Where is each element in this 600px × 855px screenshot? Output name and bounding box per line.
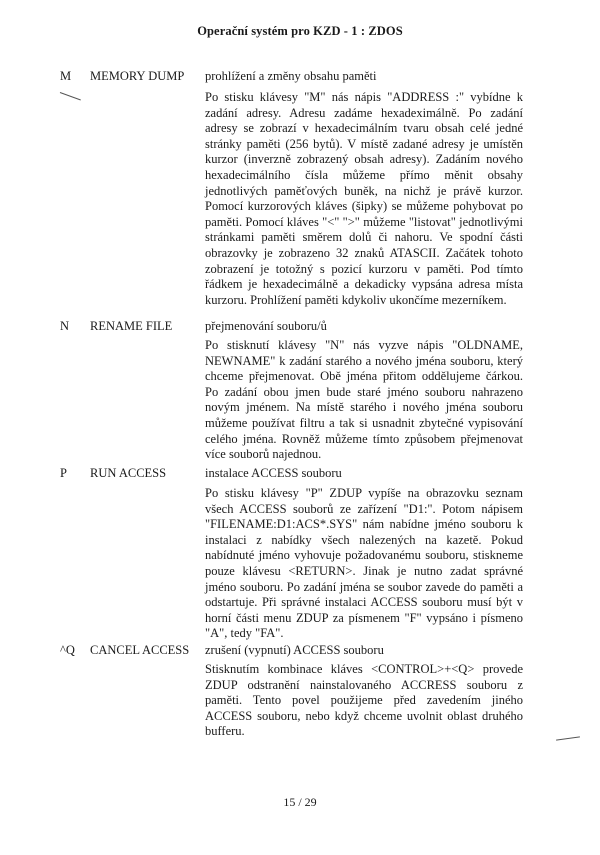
command-description: Po stisku klávesy "P" ZDUP vypíše na obrazovku seznam všech ACCESS souborů ze zařízení "D1:". Potom nápisem "FILENAME:D1:ACS*.SYS" nám nabídne jméno souboru k instalaci z nabídky všech nalezených na kazetě. Pokud nabídnuté jméno vyhovuje požadovanému souboru, stiskneme pouze klávesu <RETURN>. Jinak je nutno zadat správné jméno souboru. Po zadání jména se soubor zavede do paměti a odstartuje. Při správné instalaci ACCESS souboru musí být v horní části menu ZDUP za písmenem "F" vypsáno i písmeno "A", tedy "FA". — [205, 486, 523, 641]
pen-mark — [60, 92, 81, 100]
command-summary: zrušení (vypnutí) ACCESS souboru — [205, 643, 384, 657]
command-name: CANCEL ACCESS — [90, 643, 190, 657]
command-name: RUN ACCESS — [90, 466, 167, 480]
pen-mark — [556, 736, 580, 740]
command-summary: prohlížení a změny obsahu paměti — [205, 69, 377, 83]
command-description: Stisknutím kombinace kláves <CONTROL>+<Q> provede ZDUP odstranění nainstalovaného ACCRESS souboru z paměti. Tento povel použijeme před zavedením jiného ACCESS souboru, nebo když chceme uvolnit oblast druhého bufferu. — [205, 662, 523, 739]
command-key: M — [60, 69, 72, 83]
command-summary: přejmenování souboru/ů — [205, 319, 327, 333]
command-key: N — [60, 319, 70, 333]
command-key: ^Q — [60, 643, 75, 657]
command-name: RENAME FILE — [90, 319, 173, 333]
command-key: P — [60, 466, 67, 480]
page-title: Operační systém pro KZD - 1 : ZDOS — [197, 24, 403, 38]
page-number: 15 / 29 — [283, 795, 317, 809]
command-summary: instalace ACCESS souboru — [205, 466, 342, 480]
command-name: MEMORY DUMP — [90, 69, 185, 83]
command-description: Po stisknutí klávesy "N" nás vyzve nápis "OLDNAME, NEWNAME" k zadání starého a nového jména souboru, který chceme přejmenovat. Obě jména přitom oddělujeme čárkou. Po zadání obou jmen bude staré jméno souboru nahrazeno novým jménem. Na místě starého i nového jména souboru můžeme používat filtru a tak si usnadnit zbytečné vypisování celého jména. Rovněž můžeme tímto způsobem přejmenovat více souborů najednou. — [205, 338, 523, 462]
command-description: Po stisku klávesy "M" nás nápis "ADDRESS :" vybídne k zadání adresy. Adresu zadáme hexadeximálně. Po zadání adresy se zobrazí v hexadecimálním tvaru obsah celé jedné stránky paměti (256 bytů). V místě zadané adresy je umístěn kurzor (inverzně zobrazený obsah adresy). Zadáním nového hexadecimálního čísla můžeme přímo měnit obsahy jednotlivých paměťových buněk, na nichž je právě kurzor. Pomocí kurzorových kláves (šipky) se můžeme pohybovat po paměti. Pomocí kláves "<" ">" můžeme "listovat" jednotlivými stránkami paměti směrem dolů či nahoru. Ve spodní části obrazovky je zobrazeno 32 znaků ATASCII. Začátek tohoto zobrazení je totožný s pozicí kurzoru v paměti. Pod tímto řádkem je hexadecimálně a dekadicky vypsána adresa místa kurzoru. Prohlížení paměti kdykoliv ukončíme mezerníkem. — [205, 90, 523, 307]
